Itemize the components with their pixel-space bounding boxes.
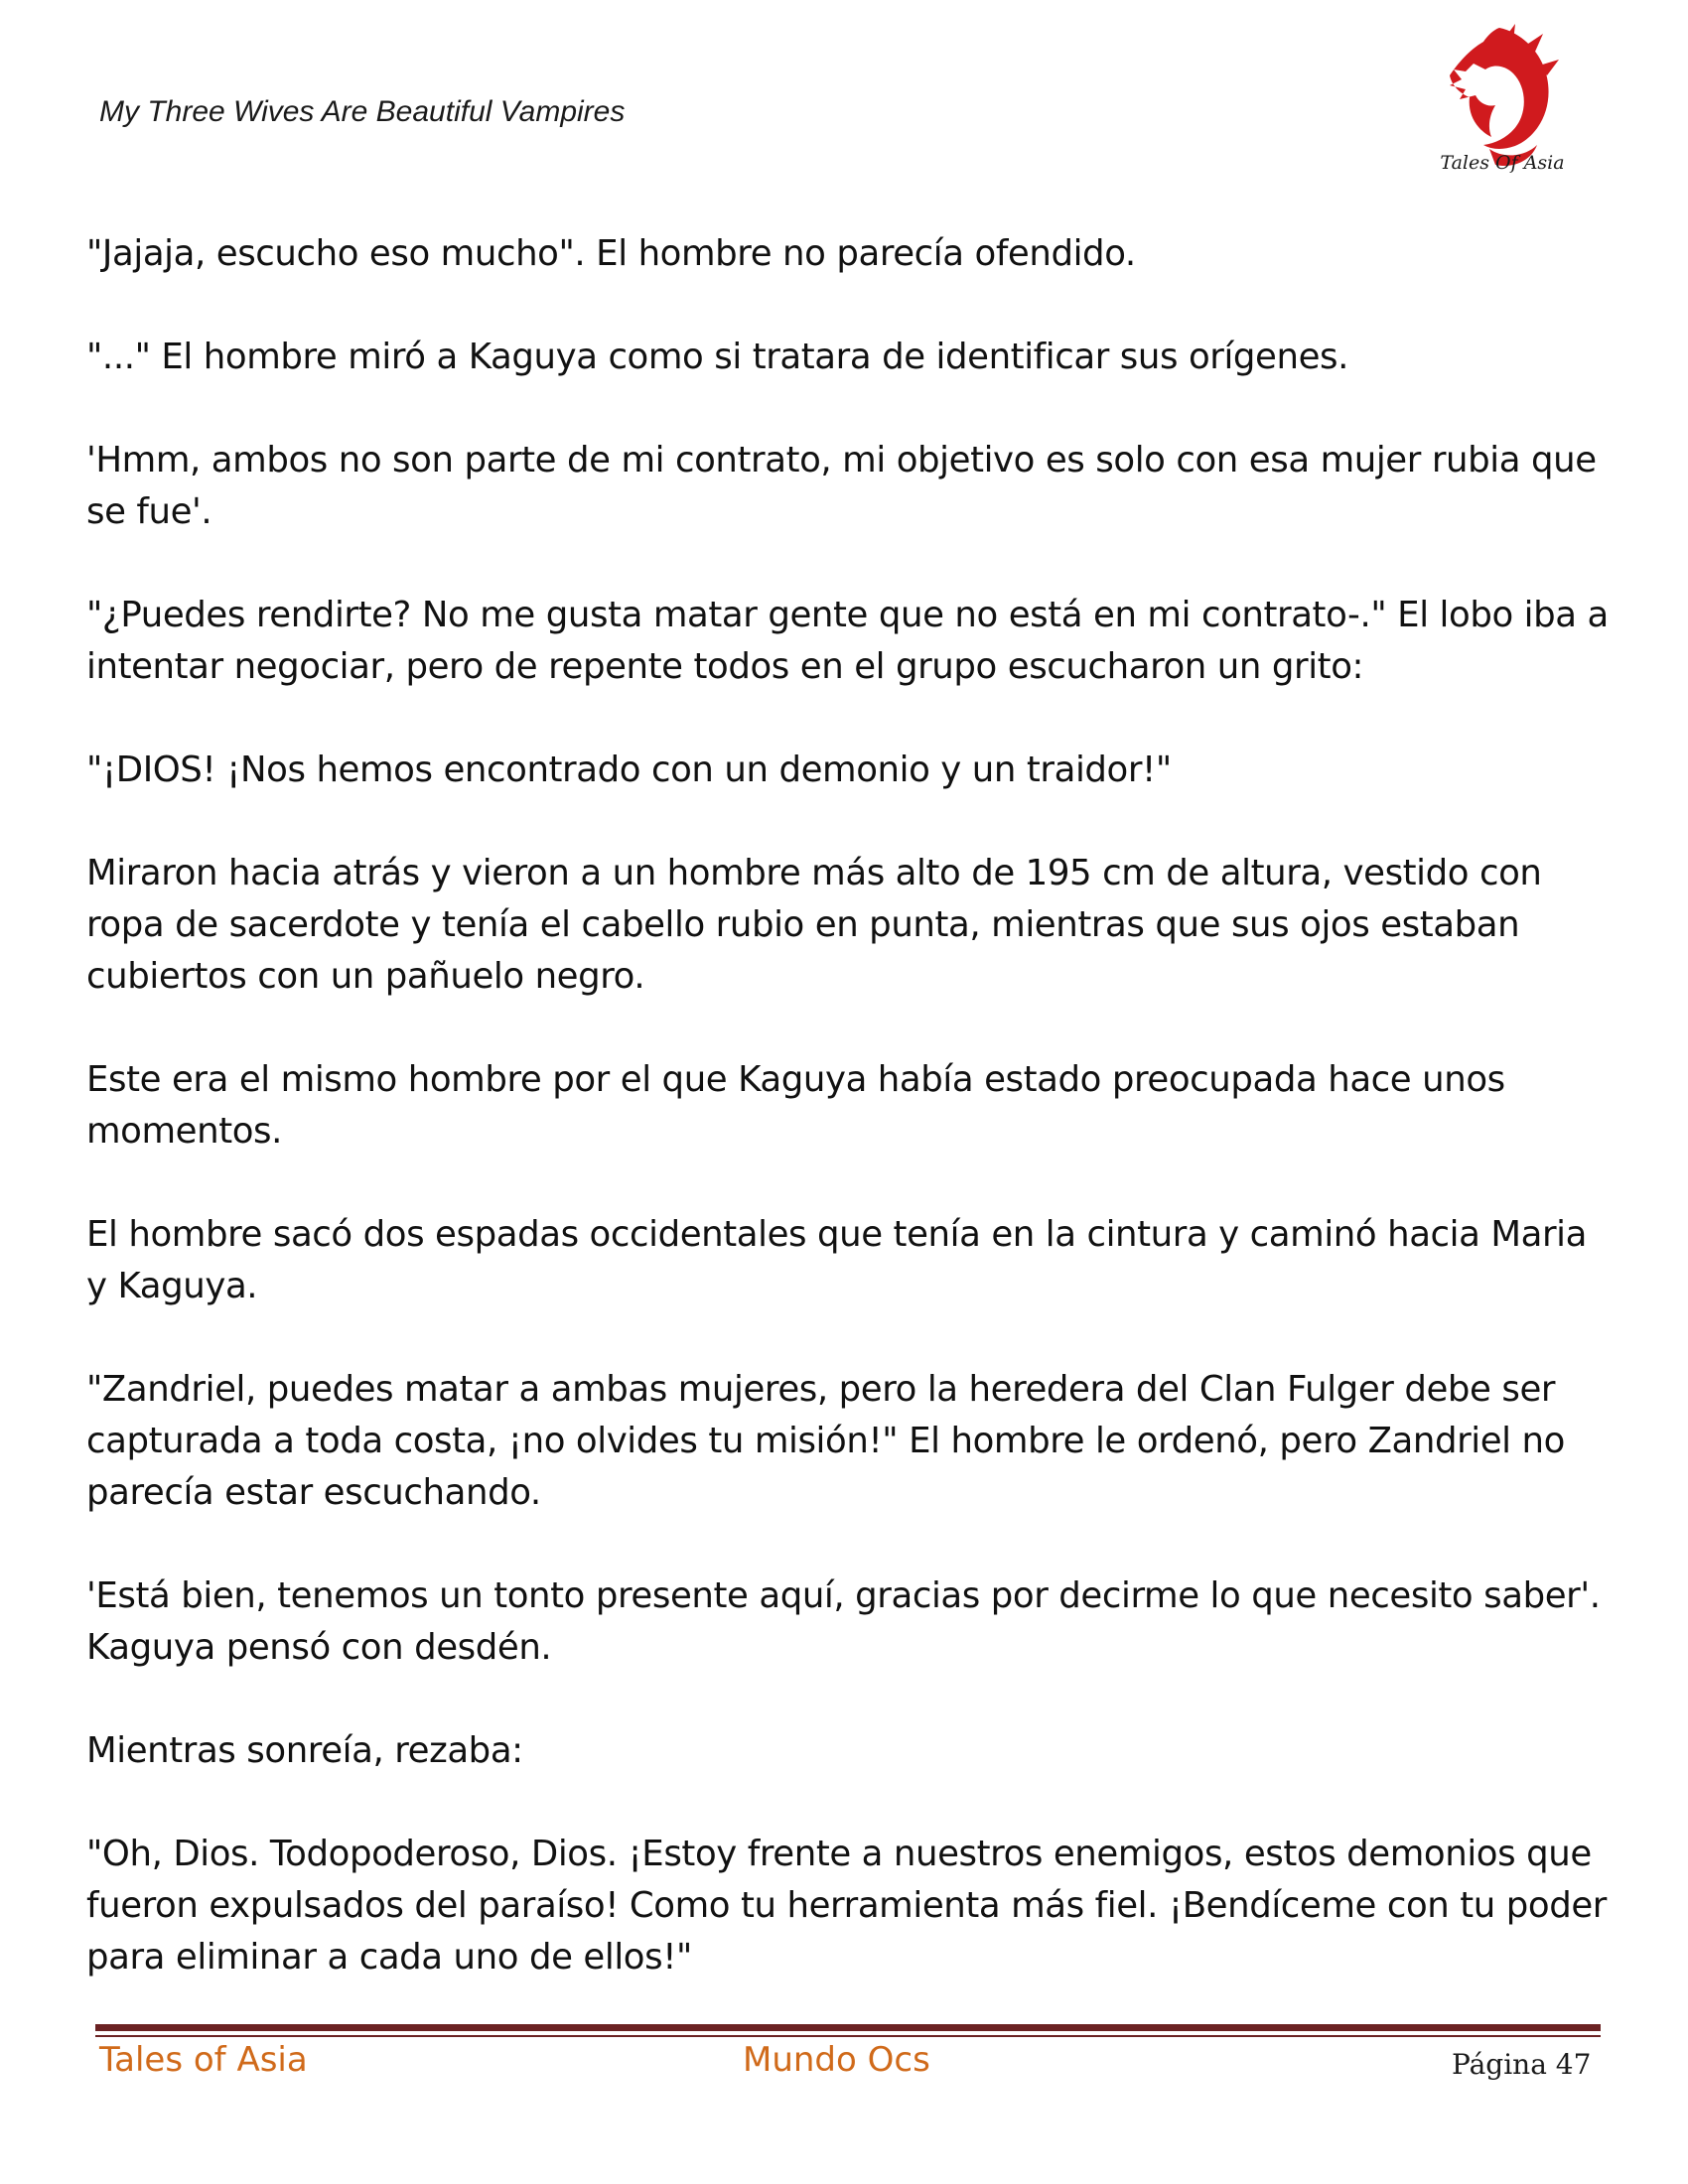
paragraph: El hombre sacó dos espadas occidentales que tenía en la cintura y caminó hacia Maria y Kaguya. [86,1214,1587,1306]
paragraph: Este era el mismo hombre por el que Kaguya había estado preocupada hace unos momentos. [86,1059,1505,1152]
header-book-title: My Three Wives Are Beautiful Vampires [99,95,626,128]
paragraph: 'Está bien, tenemos un tonto presente aquí, gracias por decirme lo que necesito saber'. Kaguya pensó con desdén. [86,1575,1601,1668]
paragraph: "..." El hombre miró a Kaguya como si tratara de identificar sus orígenes. [86,337,1349,377]
footer-publisher: Tales of Asia [99,2040,308,2080]
paragraph: "¡DIOS! ¡Nos hemos encontrado con un demonio y un traidor!" [86,750,1172,790]
paragraph: "Oh, Dios. Todopoderoso, Dios. ¡Estoy frente a nuestros enemigos, estos demonios que fueron expulsados del paraíso! Como tu herramienta más fiel. ¡Bendíceme con tu poder para eliminar a cada uno de ellos!" [86,1834,1608,1978]
paragraph: "¿Puedes rendirte? No me gusta matar gente que no está en mi contrato-." El lobo iba a intentar negociar, pero de repente todos en el grupo escucharon un grito: [86,595,1609,687]
logo-label: Tales Of Asia [1440,152,1565,174]
chapter-body [86,228,1616,2035]
footer-divider-thin [95,2035,1601,2037]
paragraph: "Jajaja, escucho eso mucho". El hombre no parecía ofendido. [86,233,1136,274]
paragraph: Mientras sonreía, rezaba: [86,1730,523,1771]
footer-translator: Mundo Ocs [743,2040,930,2080]
footer-divider [95,2024,1601,2031]
paragraph: Miraron hacia atrás y vieron a un hombre más alto de 195 cm de altura, vestido con ropa de sacerdote y tenía el cabello rubio en punta, mientras que sus ojos estaban cubiertos con un pañuelo negro. [86,853,1542,997]
paragraph: 'Hmm, ambos no son parte de mi contrato, mi objetivo es solo con esa mujer rubia que se fue'. [86,440,1597,532]
page-number: Página 47 [1452,2048,1592,2081]
paragraph: "Zandriel, puedes matar a ambas mujeres, pero la heredera del Clan Fulger debe ser capturada a toda costa, ¡no olvides tu misión!" El hombre le ordenó, pero Zandriel no parecía estar escuchando. [86,1369,1565,1513]
